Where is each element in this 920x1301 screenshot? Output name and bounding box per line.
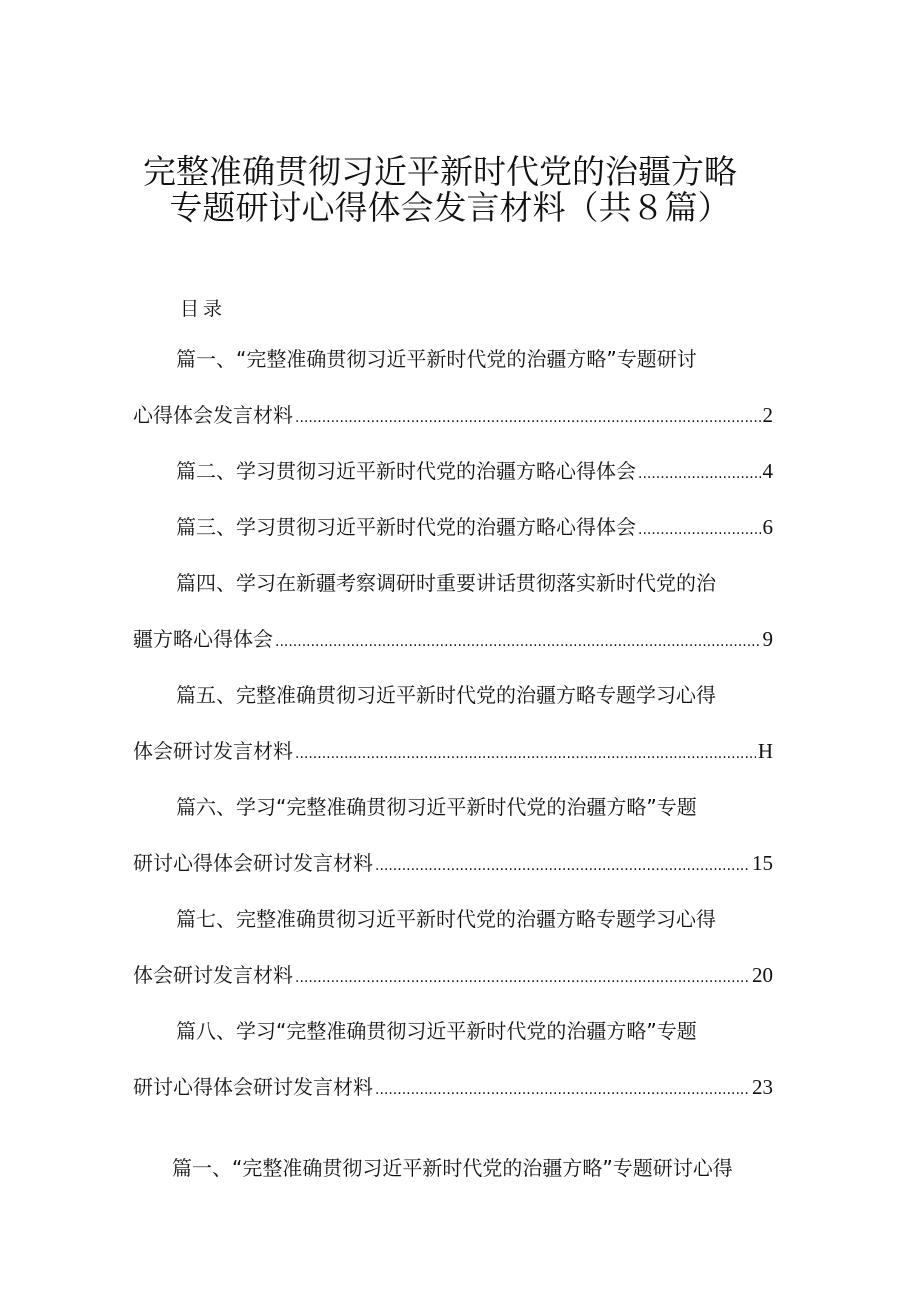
toc-entry-6 [133,851,773,878]
toc-entry-1-line-1: 篇一、“完整准确贯彻习近平新时代党的治疆方略”专题研讨 [176,347,697,371]
toc-entry-4-line-1: 篇四、学习在新疆考察调研时重要讲话贯彻落实新时代党的治 [176,571,716,595]
document-title-line-2: 专题研讨心得体会发言材料（共８篇） [169,188,731,227]
document-title-line-1: 完整准确贯彻习近平新时代党的治疆方略 [143,152,737,191]
toc-entry-7 [133,963,773,990]
toc-entry-7-page: 20 [752,963,773,987]
toc-leader-dots [295,966,750,990]
toc-entry-7-line-1: 篇七、完整准确贯彻习近平新时代党的治疆方略专题学习心得 [176,907,716,931]
toc-leader-dots [275,630,761,654]
toc-entry-6-line-1: 篇六、学习“完整准确贯彻习近平新时代党的治疆方略”专题 [176,795,697,819]
toc-entry-8-line-1: 篇八、学习“完整准确贯彻习近平新时代党的治疆方略”专题 [176,1019,697,1043]
toc-leader-dots [295,742,756,766]
toc-entry-1-page: 2 [762,403,773,427]
toc-entry-3-page: 6 [762,515,773,539]
toc-entry-4 [133,627,773,654]
toc-entry-4-page: 9 [762,627,773,651]
toc-entry-6-page: 15 [752,851,773,875]
toc-entry-1 [133,403,773,430]
toc-leader-dots [638,462,761,486]
toc-entry-5 [133,739,773,766]
toc-leader-dots [638,518,761,542]
toc-entry-7-line-2: 体会研讨发言材料 [133,963,293,987]
toc-leader-dots [375,1078,750,1102]
toc-leader-dots [375,854,750,878]
toc-entry-5-line-1: 篇五、完整准确贯彻习近平新时代党的治疆方略专题学习心得 [176,683,716,707]
toc-leader-dots [295,406,761,430]
toc-entry-5-page: H [757,739,773,763]
toc-entry-2-page: 4 [762,459,773,483]
section-heading: 篇一、“完整准确贯彻习近平新时代党的治疆方略”专题研讨心得 [172,1156,733,1180]
toc-heading: 目录 [180,298,227,320]
toc-entry-3 [176,515,773,542]
toc-entry-8-line-2: 研讨心得体会研讨发言材料 [133,1075,373,1099]
toc-entry-3-line-1: 篇三、学习贯彻习近平新时代党的治疆方略心得体会 [176,515,636,539]
toc-entry-1-line-2: 心得体会发言材料 [133,403,293,427]
toc-entry-5-line-2: 体会研讨发言材料 [133,739,293,763]
toc-entry-2 [176,459,773,486]
toc-entry-8-page: 23 [752,1075,773,1099]
toc-entry-8 [133,1075,773,1102]
toc-entry-2-line-1: 篇二、学习贯彻习近平新时代党的治疆方略心得体会 [176,459,636,483]
toc-entry-4-line-2: 疆方略心得体会 [133,627,273,651]
toc-entry-6-line-2: 研讨心得体会研讨发言材料 [133,851,373,875]
